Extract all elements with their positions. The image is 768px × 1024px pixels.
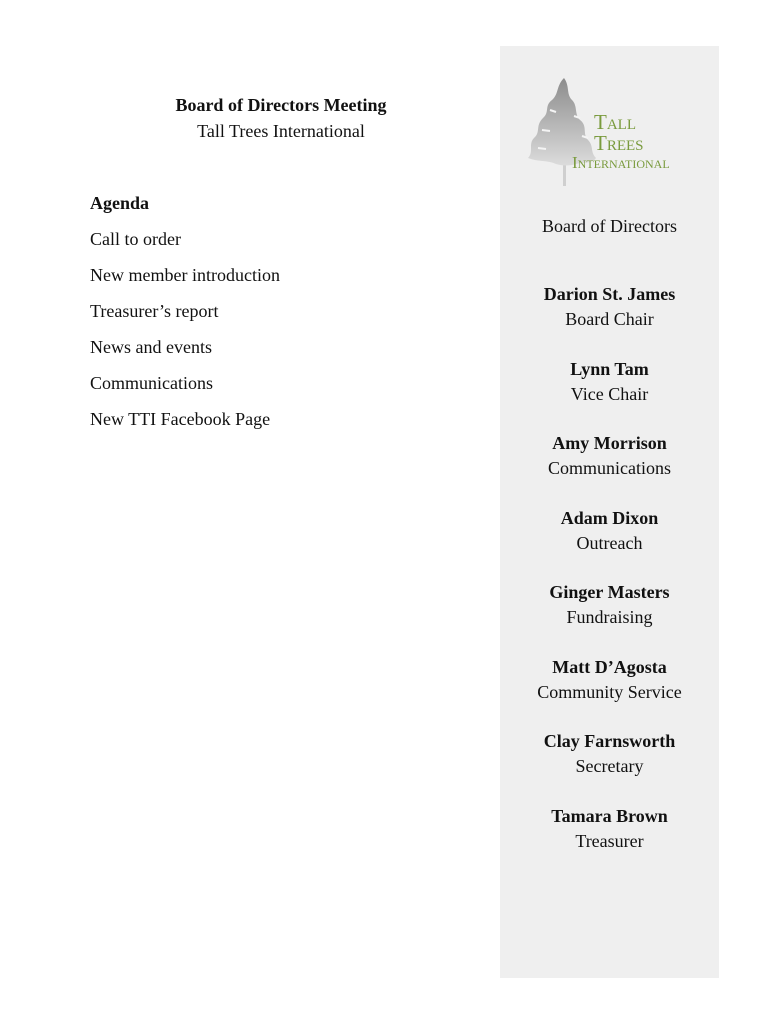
board-member <box>500 804 719 879</box>
member-role: Secretary <box>575 756 644 776</box>
member-name: Amy Morrison <box>552 433 667 453</box>
board-member <box>500 431 719 506</box>
agenda-heading: Agenda <box>90 193 150 213</box>
agenda-list <box>90 226 470 442</box>
board-member-list <box>500 282 719 878</box>
member-role: Vice Chair <box>570 383 649 404</box>
member-name: Lynn Tam <box>570 358 649 379</box>
page-header <box>90 92 472 144</box>
member-name: Darion St. James <box>543 284 676 304</box>
board-member <box>500 506 719 581</box>
board-member <box>500 729 719 804</box>
board-sidebar <box>500 46 719 978</box>
member-role: Outreach <box>576 532 643 553</box>
board-member <box>500 357 719 432</box>
member-name: Tamara Brown <box>551 805 668 826</box>
meeting-title: Board of Directors Meeting <box>175 95 387 115</box>
member-name: Matt D’Agosta <box>552 656 667 677</box>
member-role: Board Chair <box>565 309 654 329</box>
agenda-item-news-and-events: News and events <box>90 337 212 357</box>
board-member <box>500 282 719 357</box>
board-member <box>500 580 719 655</box>
member-name: Ginger Masters <box>549 582 670 602</box>
logo-text-international: International <box>572 153 670 172</box>
member-role: Community Service <box>537 681 682 702</box>
tall-trees-logo <box>526 76 696 188</box>
agenda-item-facebook-page: New TTI Facebook Page <box>90 409 271 429</box>
agenda-item-new-member-introduction: New member introduction <box>90 265 280 285</box>
agenda-section <box>90 190 470 442</box>
agenda-item-treasurers-report: Treasurer’s report <box>90 301 219 321</box>
logo-text-trees: Trees <box>594 131 644 155</box>
member-role: Fundraising <box>566 607 653 627</box>
member-role: Treasurer <box>575 830 644 851</box>
member-role: Communications <box>548 458 671 478</box>
member-name: Adam Dixon <box>560 507 659 528</box>
organization-name: Tall Trees International <box>197 121 365 141</box>
member-name: Clay Farnsworth <box>543 731 676 751</box>
agenda-item-communications: Communications <box>90 373 213 393</box>
logo-text-tall: Tall <box>594 110 636 134</box>
board-heading: Board of Directors <box>542 216 677 236</box>
agenda-item-call-to-order: Call to order <box>90 229 181 249</box>
board-member <box>500 655 719 730</box>
